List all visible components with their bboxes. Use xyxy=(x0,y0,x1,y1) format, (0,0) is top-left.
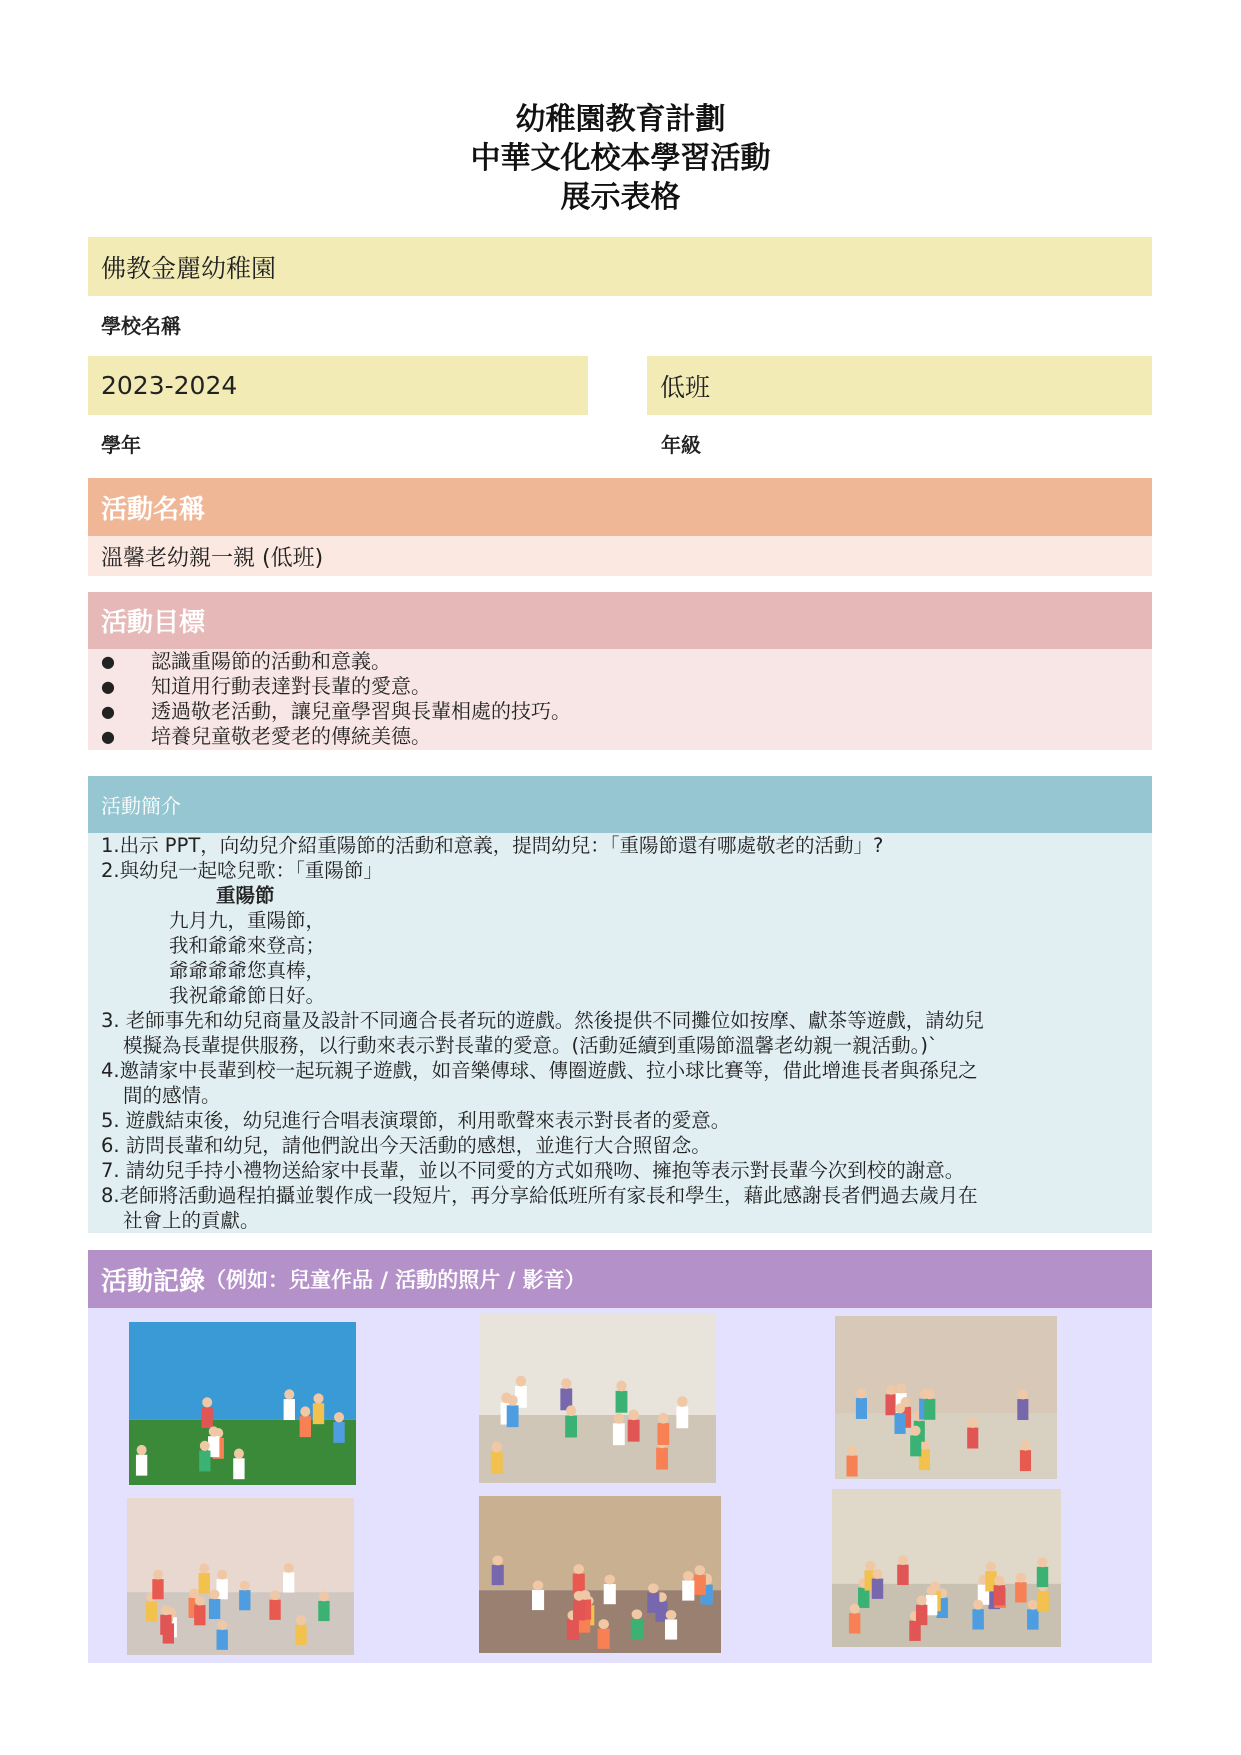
photo-1 xyxy=(129,1322,356,1485)
intro-line: 3. 老師事先和幼兒商量及設計不同適合長者玩的遊戲。然後提供不同攤位如按摩、獻茶等遊戲，請幼兒 xyxy=(101,1009,984,1032)
elders-children-photo xyxy=(479,1313,716,1483)
intro-line: 5. 遊戲結束後，幼兒進行合唱表演環節，利用歌聲來表示對長者的愛意。 xyxy=(101,1109,731,1132)
photo-6 xyxy=(832,1489,1061,1647)
activity-name-heading xyxy=(88,478,1152,536)
objective-item xyxy=(101,724,1152,749)
intro-heading-text: 活動簡介 xyxy=(101,794,181,818)
photo-2 xyxy=(479,1313,716,1483)
school-year-label: 學年 xyxy=(101,433,141,457)
objective-text: 透過敬老活動，讓兒童學習與長輩相處的技巧。 xyxy=(151,699,571,723)
gift-giving-photo xyxy=(479,1496,721,1653)
activity-name-heading-text: 活動名稱 xyxy=(101,494,206,525)
intro-line: 6. 訪問長輩和幼兒，請他們說出今天活動的感想，並進行大合照留念。 xyxy=(101,1134,711,1157)
photo-5 xyxy=(479,1496,721,1653)
intro-line-continued: 間的感情。 xyxy=(123,1084,221,1107)
circle-game-photo xyxy=(127,1498,354,1655)
song-line: 我祝爺爺節日好。 xyxy=(169,984,326,1007)
records-subheading: （例如：兒童作品 / 活動的照片 / 影音） xyxy=(205,1268,586,1292)
objective-text: 知道用行動表達對長輩的愛意。 xyxy=(151,674,431,698)
intro-line: 1.出示 PPT，向幼兒介紹重陽節的活動和意義，提問幼兒：「重陽節還有哪處敬老的活動」? xyxy=(101,834,884,857)
classroom-game-photo xyxy=(129,1322,356,1485)
school-name-label: 學校名稱 xyxy=(101,314,181,338)
objective-text: 培養兒童敬老愛老的傳統美德。 xyxy=(151,724,431,748)
song-line: 九月九，重陽節， xyxy=(169,909,326,932)
bullet-icon: ● xyxy=(101,702,115,721)
song-line: 爺爺爺爺您真棒， xyxy=(169,959,326,982)
activity-name-section xyxy=(88,536,1152,576)
objectives-heading-text: 活動目標 xyxy=(101,608,206,638)
title-line-1: 幼稚園教育計劃 xyxy=(515,102,726,137)
intro-line-continued: 模擬為長輩提供服務，以行動來表示對長輩的愛意。(活動延續到重陽節溫馨老幼親一親活動。)` xyxy=(123,1034,938,1057)
school-name-field xyxy=(88,237,1152,296)
records-heading-text: 活動記錄 xyxy=(101,1266,206,1297)
intro-heading xyxy=(88,776,1152,833)
school-year-value: 2023-2024 xyxy=(101,371,238,400)
hall-game-photo xyxy=(832,1489,1061,1647)
objective-item xyxy=(101,699,1152,724)
title-line-3: 展示表格 xyxy=(560,180,681,215)
bullet-icon: ● xyxy=(101,727,115,746)
song-title: 重陽節 xyxy=(216,884,275,907)
title-line-2: 中華文化校本學習活動 xyxy=(470,141,771,176)
photo-4 xyxy=(127,1498,354,1655)
intro-body xyxy=(88,833,1152,1233)
grade-value: 低班 xyxy=(660,372,711,402)
group-stage-photo xyxy=(835,1316,1057,1479)
objective-item xyxy=(101,649,1152,674)
intro-line: 7. 請幼兒手持小禮物送給家中長輩，並以不同愛的方式如飛吻、擁抱等表示對長輩今次到校的謝意。 xyxy=(101,1159,965,1182)
objectives-heading xyxy=(88,592,1152,649)
school-year-field xyxy=(88,356,588,415)
intro-line: 2.與幼兒一起唸兒歌：「重陽節」 xyxy=(101,859,383,882)
bullet-icon: ● xyxy=(101,677,115,696)
photo-3 xyxy=(835,1316,1057,1479)
activity-name-value: 溫馨老幼親一親 (低班) xyxy=(101,545,324,571)
page-title xyxy=(0,100,1241,217)
intro-line-continued: 社會上的貢獻。 xyxy=(123,1209,260,1232)
grade-field xyxy=(647,356,1152,415)
intro-line: 8.老師將活動過程拍攝並製作成一段短片，再分享給低班所有家長和學生，藉此感謝長者們過去歲月在 xyxy=(101,1184,978,1207)
song-line: 我和爺爺來登高； xyxy=(169,934,326,957)
grade-label: 年級 xyxy=(661,433,701,457)
objectives-list xyxy=(88,649,1152,750)
objective-item xyxy=(101,674,1152,699)
school-name-value: 佛教金麗幼稚園 xyxy=(101,253,277,283)
bullet-icon: ● xyxy=(101,652,115,671)
records-heading xyxy=(88,1250,1152,1308)
intro-line: 4.邀請家中長輩到校一起玩親子遊戲，如音樂傳球、傳圈遊戲、拉小球比賽等，借此增進長者與孫兒之 xyxy=(101,1059,978,1082)
objective-text: 認識重陽節的活動和意義。 xyxy=(151,649,391,673)
